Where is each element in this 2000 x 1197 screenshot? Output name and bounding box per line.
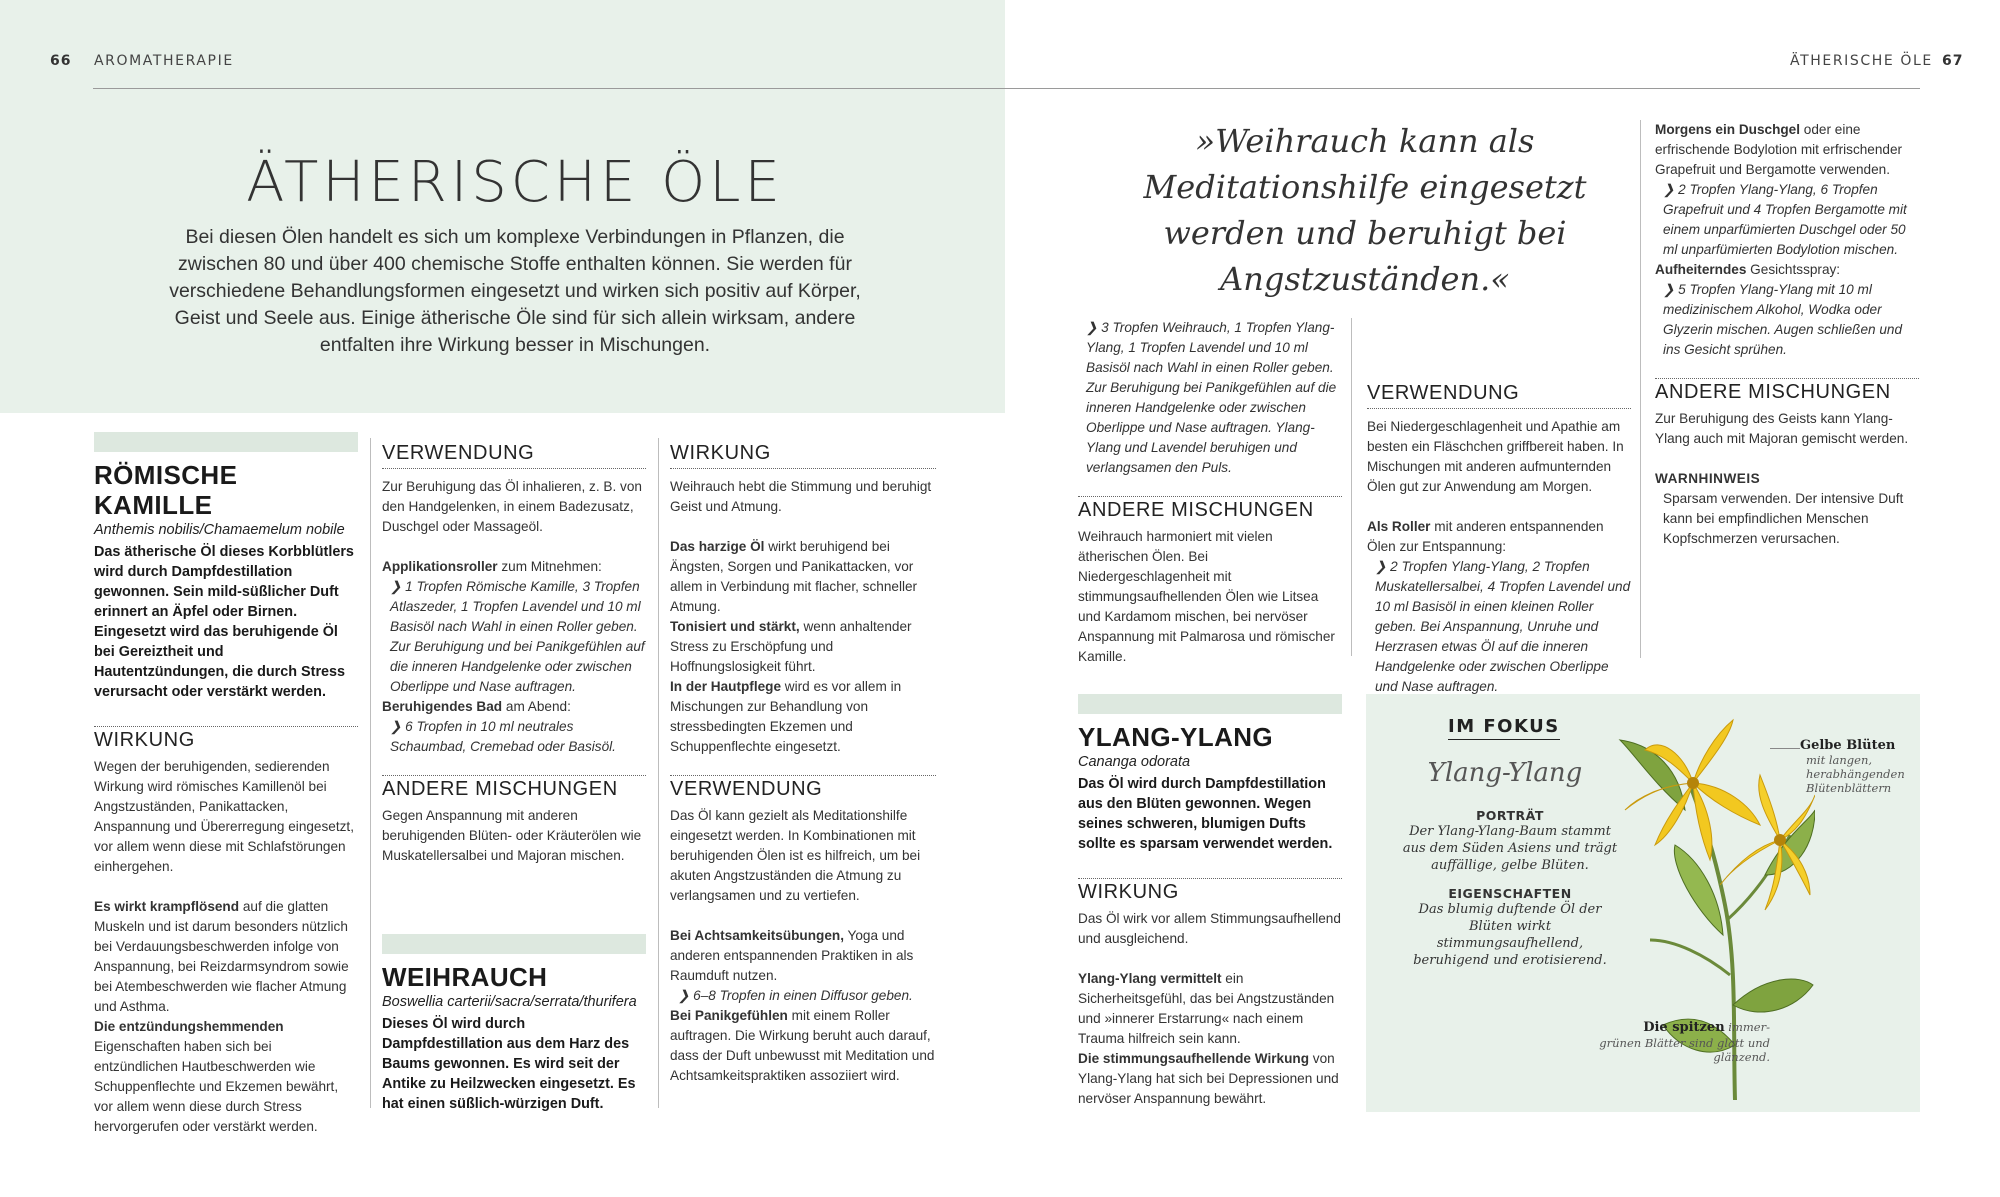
- ylang-continued-column: [1367, 318, 1631, 697]
- eigenschaften-heading: EIGENSCHAFTEN: [1448, 886, 1572, 901]
- ylang-latin: Cananga odorata: [1078, 754, 1191, 770]
- kamille-roller: Applikationsroller zum Mitnehmen:: [382, 559, 602, 574]
- annotation-line: [1770, 748, 1800, 749]
- ylang-andere-text: Zur Beruhigung des Geists kann Ylang-Ylang auch mit Majoran gemischt werden.: [1655, 411, 1909, 446]
- kamille-continued-column: [382, 440, 646, 866]
- ylang-warn-text: Sparsam verwenden. Der intensive Duft kann bei empfindlichen Menschen Kopfschmerzen verursachen.: [1663, 491, 1904, 546]
- column-divider: [370, 438, 371, 1108]
- kamille-column: [94, 432, 358, 1137]
- ylang-andere-heading: ANDERE MISCHUNGEN: [1655, 381, 1891, 403]
- weihrauch-acht-recipe: ❯ 6–8 Tropfen in einen Diffusor geben.: [678, 988, 913, 1003]
- right-running-head: ÄTHERISCHE ÖLE: [1790, 53, 1933, 69]
- column-divider: [1351, 318, 1352, 656]
- weihrauch-verwendung-text: Das Öl kann gezielt als Meditationshilfe eingesetzt werden. In Kombinationen mit beruhigenden Ölen ist es hilfreich, um bei akuten Angstzuständen die Atmung zu verlangsamen und zu vertiefen.: [670, 808, 921, 903]
- im-fokus-title: IM FOKUS: [1448, 716, 1560, 740]
- annotation-blaetter: Die spitzen immer- grünen Blätter sind glatt und glänzend.: [1599, 1020, 1770, 1064]
- ylang-spray-recipe: ❯ 5 Tropfen Ylang-Ylang mit 10 ml medizinischem Alkohol, Wodka oder Glyzerin mischen. Augen schließen und ins Gesicht sprühen.: [1663, 282, 1903, 357]
- ylang-lead: Das Öl wird durch Dampfdestillation aus den Blüten gewonnen. Wegen seines schweren, blumigen Dufts sollte es sparsam verwendet werden.: [1078, 776, 1333, 852]
- page-title: ÄTHERISCHE ÖLE: [246, 150, 784, 215]
- kamille-andere-heading: ANDERE MISCHUNGEN: [382, 778, 618, 800]
- weihrauch-latin: Boswellia carterii/sacra/serrata/thurifera: [382, 994, 637, 1010]
- weihrauch-intro: [382, 934, 646, 1114]
- weihrauch-panik-recipe: ❯ 3 Tropfen Weihrauch, 1 Tropfen Ylang-Ylang, 1 Tropfen Lavendel und 10 ml Basisöl nach Wahl in einen Roller geben. Zur Beruhigung bei Panikgefühlen auf die inneren Handgelenke oder zwischen Oberlippe und Nase auftragen. Ylang-Ylang und Lavendel beruhigen und verlangsamen den Puls.: [1086, 320, 1337, 475]
- kamille-lead: Das ätherische Öl dieses Korbblütlers wird durch Dampfdestillation gewonnen. Sein mild-süßlicher Duft erinnert an Äpfel oder Birnen. Eingesetzt wird das beruhigende Öl bei Gereiztheit und Hautentzündungen, die durch Stress verursacht oder verstärkt werden.: [94, 544, 354, 700]
- plant-bar: [94, 432, 358, 452]
- weihrauch-lead: Dieses Öl wird durch Dampfdestillation aus dem Harz des Baums gewonnen. Es wird seit der Antike zu Heilzwecken eingesetzt. Es hat einen süßlich-würzigen Duft.: [382, 1016, 636, 1112]
- column-divider: [1640, 120, 1641, 658]
- weihrauch-andere-heading: ANDERE MISCHUNGEN: [1078, 499, 1314, 521]
- portraet-heading: PORTRÄT: [1476, 808, 1544, 823]
- ylang-verwendung-text: Bei Niedergeschlagenheit und Apathie am besten ein Fläschchen griffbereit haben. In Mischungen mit anderen aufmunternden Ölen gut zur Anwendung am Morgen.: [1367, 419, 1624, 494]
- kamille-krampf: Es wirkt krampflösend auf die glatten Muskeln und ist darum besonders nützlich bei Verdauungsbeschwerden infolge von Anspannung, bei Reizdarmsyndrom sowie bei Atembeschwerden wie flacher Atmung und Asthma.: [94, 899, 349, 1014]
- kamille-wirkung-heading: WIRKUNG: [94, 729, 195, 751]
- kamille-entz: Die entzündungshemmenden Eigenschaften haben sich bei entzündlichen Hautbeschwerden wie Schuppenflechte und Ekzemen bewährt, vor allem wenn diese durch Stress hervorgerufen oder verstärkt werden.: [94, 1019, 339, 1134]
- im-fokus-script-title: Ylang-Ylang: [1427, 758, 1583, 788]
- plant-bar: [382, 934, 646, 954]
- ylang-sicher: Ylang-Ylang vermittelt ein Sicherheitsgefühl, das bei Angstzuständen und »innerer Erstarrung« nach einem Trauma hilfreich sein kann.: [1078, 971, 1335, 1046]
- ylang-stimm: Die stimmungsaufhellende Wirkung von Ylang-Ylang hat sich bei Depressionen und nervöser Anspannung bewährt.: [1078, 1051, 1339, 1106]
- ylang-warn-heading: WARNHINWEIS: [1655, 471, 1761, 486]
- weihrauch-andere-text: Weihrauch harmoniert mit vielen ätherischen Ölen. Bei Niedergeschlagenheit mit stimmungsaufhellenden Ölen wie Litsea und Kardamom mischen, bei nervöser Anspannung mit Palmarosa und römischer Kamille.: [1078, 529, 1335, 664]
- left-running-head: AROMATHERAPIE: [94, 53, 234, 69]
- weihrauch-verwendung-heading: VERWENDUNG: [670, 778, 823, 800]
- left-page-number: 66: [50, 53, 72, 69]
- ylang-dusch-recipe: ❯ 2 Tropfen Ylang-Ylang, 6 Tropfen Grapefruit und 4 Tropfen Bergamotte mit einem unparfümierten Duschgel oder 50 ml unparfümierten Bodylotion mischen.: [1663, 182, 1907, 257]
- kamille-verwendung-heading: VERWENDUNG: [382, 440, 646, 469]
- ylang-title: YLANG-YLANG: [1078, 722, 1274, 752]
- header-rule: [93, 88, 1920, 89]
- im-fokus-text: [1400, 808, 1620, 969]
- pull-quote: »Weihrauch kann als Meditationshilfe eingesetzt werden und beruhigt bei Angstzuständen.«: [1143, 122, 1587, 298]
- weihrauch-wirkung-text: Weihrauch hebt die Stimmung und beruhigt Geist und Atmung.: [670, 479, 932, 514]
- annotation-gelbe-blueten: Gelbe Blüten mit langen, herabhängenden Blütenblättern: [1800, 738, 1905, 795]
- kamille-roller-recipe: ❯ 1 Tropfen Römische Kamille, 3 Tropfen Atlaszeder, 1 Tropfen Lavendel und 10 ml Basisöl nach Wahl in einen Roller geben. Zur Beruhigung und bei Panikgefühlen auf die inneren Handgelenke oder zwischen Oberlippe und Nase auftragen.: [390, 579, 645, 694]
- kamille-bad: Beruhigendes Bad am Abend:: [382, 699, 571, 714]
- weihrauch-haut: In der Hautpflege wird es vor allem in Mischungen zur Behandlung von stressbedingten Ekzemen und Schuppenflechte eingesetzt.: [670, 679, 902, 754]
- ylang-roller-recipe: ❯ 2 Tropfen Ylang-Ylang, 2 Tropfen Muskatellersalbei, 4 Tropfen Lavendel und 10 ml Basisöl in einen kleinen Roller geben. Bei Anspannung, Unruhe und Herzrasen etwas Öl auf die inneren Handgelenke oder zwischen Oberlippe und Nase auftragen.: [1375, 559, 1631, 694]
- column-divider: [658, 438, 659, 1108]
- kamille-verwendung-text: Zur Beruhigung das Öl inhalieren, z. B. von den Handgelenken, in einem Badezusatz, Duschgel oder Massageöl.: [382, 479, 642, 534]
- kamille-bad-recipe: ❯ 6 Tropfen in 10 ml neutrales Schaumbad, Cremebad oder Basisöl.: [390, 719, 616, 754]
- weihrauch-acht: Bei Achtsamkeitsübungen, Yoga und anderen entspannenden Praktiken in als Raumduft nutzen.: [670, 928, 914, 983]
- ylang-final-column: [1655, 120, 1919, 549]
- ylang-wirkung-text: Das Öl wirk vor allem Stimmungsaufhellend und ausgleichend.: [1078, 911, 1341, 946]
- kamille-andere-text: Gegen Anspannung mit anderen beruhigenden Blüten- oder Kräuterölen wie Muskatellersalbei und Majoran mischen.: [382, 808, 642, 863]
- ylang-verwendung-heading: VERWENDUNG: [1367, 380, 1631, 409]
- ylang-dusch: Morgens ein Duschgel oder eine erfrischende Bodylotion mit erfrischender Grapefruit und Bergamotte verwenden.: [1655, 122, 1903, 177]
- intro-text: Bei diesen Ölen handelt es sich um komplexe Verbindungen in Pflanzen, die zwischen 80 und über 400 chemische Stoffe enthalten können. Sie werden für verschiedene Behandlungsformen eingesetzt und wirken sich positiv auf Körper, Geist und Seele aus. Einige ätherische Öle sind für sich allein wirksam, andere entfalten ihre Wirkung besser in Mischungen.: [169, 226, 861, 356]
- kamille-latin: Anthemis nobilis/Chamaemelum nobile: [94, 522, 345, 538]
- weihrauch-harz: Das harzige Öl wirkt beruhigend bei Ängsten, Sorgen und Panikattacken, vor allem in Verbindung mit flacher, schneller Atmung.: [670, 539, 918, 614]
- ylang-roller: Als Roller mit anderen entspannenden Ölen zur Entspannung:: [1367, 519, 1604, 554]
- kamille-wirkung-text: Wegen der beruhigenden, sedierenden Wirkung wird römisches Kamillenöl bei Angstzuständen, Panikattacken, Anspannung und Übererregung eingesetzt, vor allem wenn diese mit Schlafstörungen einhergehen.: [94, 759, 354, 874]
- weihrauch-title: WEIHRAUCH: [382, 962, 548, 992]
- weihrauch-panik: Bei Panikgefühlen mit einem Roller auftragen. Die Wirkung beruht auch darauf, dass der Duft unbewusst mit Meditation und Achtsamkeitspraktiken assoziiert wird.: [670, 1008, 935, 1083]
- weihrauch-wirkung-heading: WIRKUNG: [670, 440, 936, 469]
- weihrauch-continued-column: [1078, 318, 1342, 667]
- ylang-column: [1078, 694, 1342, 1109]
- weihrauch-column: [670, 440, 936, 1086]
- plant-bar: [1078, 694, 1342, 714]
- right-page-number: 67: [1942, 53, 1964, 69]
- portraet-text: Der Ylang-Ylang-Baum stammt aus dem Süden Asiens und trägt auffällige, gelbe Blüten.: [1402, 824, 1618, 873]
- weihrauch-toni: Tonisiert und stärkt, wenn anhaltender Stress zu Erschöpfung und Hoffnungslosigkeit führt.: [670, 619, 912, 674]
- ylang-spray: Aufheiterndes Gesichtsspray:: [1655, 262, 1841, 277]
- kamille-title: RÖMISCHE KAMILLE: [94, 460, 238, 520]
- ylang-wirkung-heading: WIRKUNG: [1078, 881, 1179, 903]
- eigenschaften-text: Das blumig duftende Öl der Blüten wirkt stimmungsaufhellend, beruhigend und erotisierend.: [1413, 902, 1607, 968]
